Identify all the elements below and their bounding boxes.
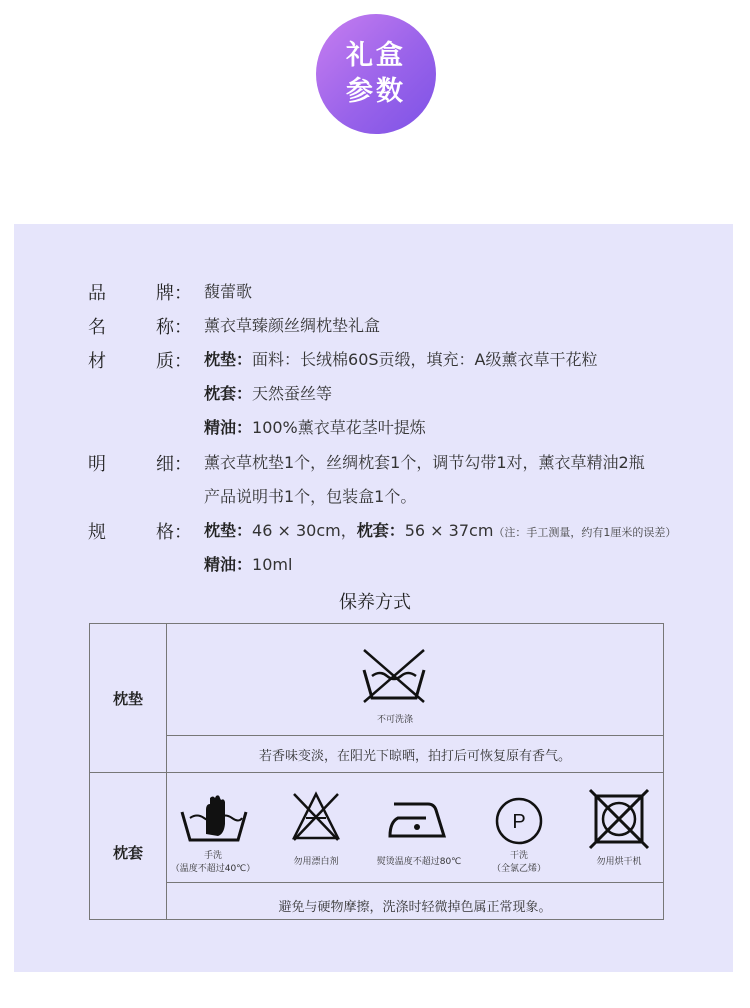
pillow-pad-note: 若香味变淡，在阳光下晾晒，拍打后可恢复原有香气。	[258, 749, 571, 764]
pillow-case-label: 枕套	[112, 844, 143, 862]
iron-caption: 熨烫温度不超过80℃	[376, 857, 462, 867]
no-wash-caption: 不可洗涤	[376, 715, 413, 725]
pillow-pad-label: 枕垫	[112, 690, 143, 708]
no-tumble-dry-caption: 勿用烘干机	[596, 857, 642, 867]
title-badge	[316, 14, 436, 134]
brand-value: 馥蕾歌	[204, 282, 253, 301]
badge-line-1: 礼盒	[346, 40, 406, 71]
care-title: 保养方式	[339, 592, 411, 613]
no-tumble-dry-icon	[588, 788, 650, 850]
dry-clean-p-icon	[494, 796, 544, 846]
name-value: 薰衣草臻颜丝绸枕垫礼盒	[204, 316, 381, 335]
badge-line-2: 参数	[346, 76, 406, 107]
dry-clean-caption: 干洗 （全氯乙烯）	[491, 851, 546, 874]
svg-text:P: P	[512, 811, 526, 833]
hand-wash-icon	[180, 794, 248, 844]
no-wash-icon	[358, 646, 430, 704]
care-table	[89, 623, 664, 920]
no-bleach-icon	[290, 790, 342, 842]
hand-wash-caption: 手洗 （温度不超过40℃）	[170, 851, 256, 874]
iron-icon	[388, 800, 450, 840]
no-bleach-caption: 勿用漂白剂	[293, 857, 339, 867]
pillow-case-note: 避免与硬物摩擦，洗涤时轻微掉色属正常现象。	[278, 900, 552, 915]
